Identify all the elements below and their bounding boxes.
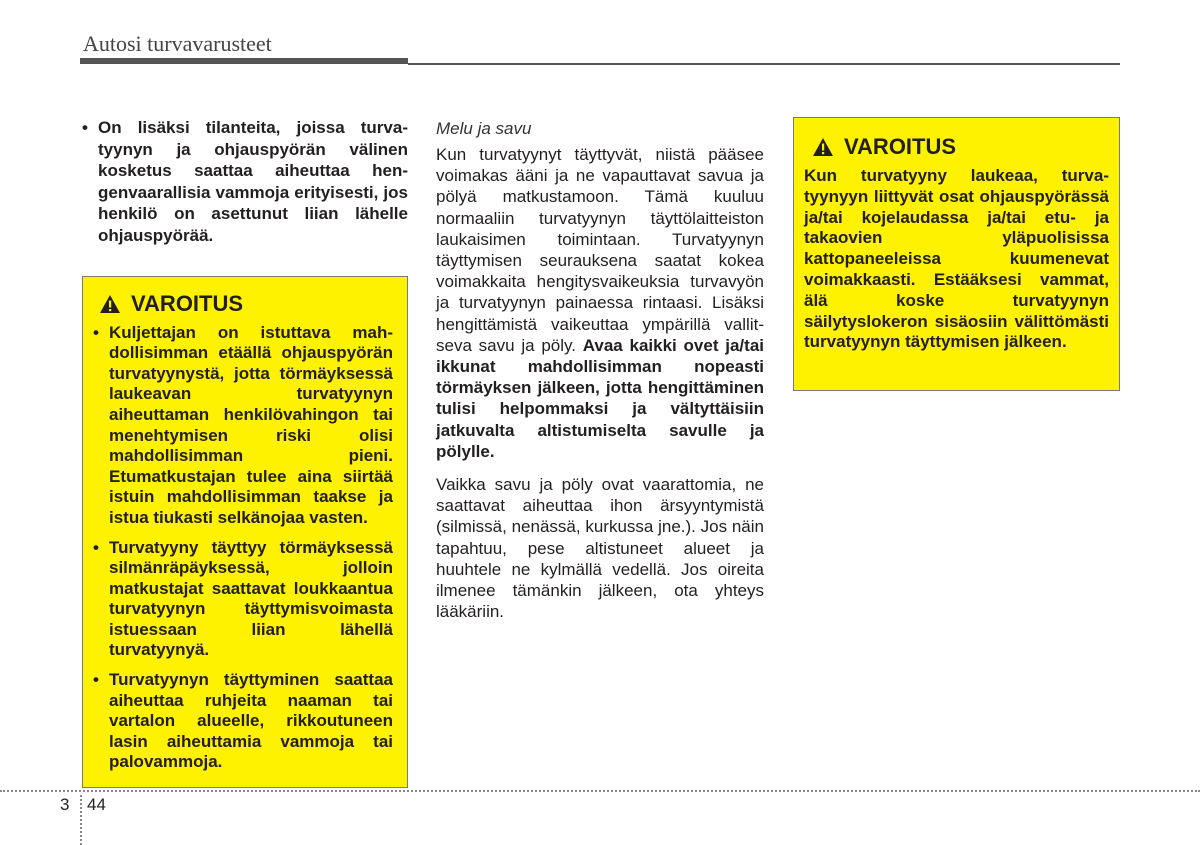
page-number: 44 [87,795,106,814]
section-heading: Melu ja savu [436,119,532,138]
warning-list [91,323,393,773]
bullet-dot-icon: • [93,537,99,557]
footer-vertical-line [80,795,82,845]
chapter-number: 3 [60,795,70,814]
warning-header [99,291,393,317]
right-column [793,117,1120,391]
footer-dotted-line [0,790,1200,792]
bullet-dot-icon: • [93,670,99,690]
page-header-title: Autosi turvavarusteet [83,31,272,56]
warning-body: Kun turvatyyny laukeaa, turvatyynyyn liittyvät osat ohjauspyörässä ja/tai kojelaudassa ja/tai etu- ja takaovien yläpuolisissa kattopaneeleissa kuumenevat voimakkaasti. Estääksesi vammat, älä koske turvatyynyn säilytyslokeron sisäosiin välittömästi turvatyynyn täyttymisen jälkeen. [804,166,1109,352]
warning-header [812,134,1109,160]
warning-title: VAROITUS [844,134,957,159]
warning-list-item [91,323,393,529]
warning-box-left [82,276,408,788]
left-column [82,117,408,788]
intro-bullet [82,117,408,247]
middle-column [436,117,764,634]
warning-item-text: Turvatyynyn täyttyminen saattaa aiheuttaa ruhjeita naaman tai vartalon alueelle, rikkoutuneen lasin aiheuttamia vammoja tai palovammoja. [109,670,393,772]
warning-box-right [793,117,1120,391]
warning-triangle-icon [812,137,834,157]
warning-triangle-icon [99,294,121,314]
warning-title: VAROITUS [131,290,244,316]
body-paragraph-1 [436,144,764,462]
body-paragraph-1-bold: Avaa kaikki ovet ja/tai ikkunat mahdollisimman nopeasti törmäyksen jälkeen, jotta hengittäminen tulisi helpommaksi ja vältyttäisiin jatkuvalta altistumiselta savulle ja pölylle. [436,335,764,461]
bullet-dot-icon: • [82,118,88,137]
warning-item-text: Turvatyyny täyttyy törmäyksessä silmänräpäyksessä, jolloin matkustajat saattavat loukkaantua turvatyynyn täyttymisvoimasta istuessaan liian lähellä turvatyynyä. [109,537,393,660]
header-rule-thick [80,58,408,64]
warning-item-text: Kuljettajan on istuttava mahdollisimman etäällä ohjauspyörän turvatyynystä, jotta törmäyksessä laukeavan turvatyynyn aiheuttaman henkilövahingon tai menehtymisen riski olisi mahdollisimman pieni. Etumatkustajan tulee aina siirtää istuin mahdollisimman taakse ja istua tiukasti selkänojaa vasten. [109,322,393,527]
bullet-dot-icon: • [93,322,99,342]
body-paragraph-1-regular: Kun turvatyynyt täyttyvät, niistä pääsee voimakas ääni ja ne vapauttavat savua ja pölyä matkustamoon. Tämä kuuluu normaaliin turvatyynyn täyttölaitteiston laukaisimen toimintaan. Turvatyynyn täyttymisen seurauksena saatat kokea voimakkaita hengitysvaikeuksia turvavyön ja turvatyynyn painaessa rintaasi. Lisäksi hengittämistä vaikeuttaa ympärillä vallitseva savu ja pöly. [436,145,764,355]
warning-list-item [91,538,393,662]
header-rule-thin [408,63,1120,65]
intro-bullet-text: On lisäksi tilanteita, joissa turvatyynyn ja ohjauspyörän välinen kosketus saattaa aiheuttaa hengenvaarallisia vammoja erityisesti, jos henkilö on asettunut liian lähelle ohjauspyörää. [98,118,408,245]
body-paragraph-2: Vaikka savu ja pöly ovat vaarattomia, ne saattavat aiheuttaa ihon ärsyyntymistä (silmissä, nenässä, kurkussa jne.). Jos näin tapahtuu, pese altistuneet alueet ja huuhtele ne kylmällä vedellä. Jos oireita ilmenee tämänkin jälkeen, ota yhteys lääkäriin. [436,475,764,622]
warning-list-item [91,670,393,773]
